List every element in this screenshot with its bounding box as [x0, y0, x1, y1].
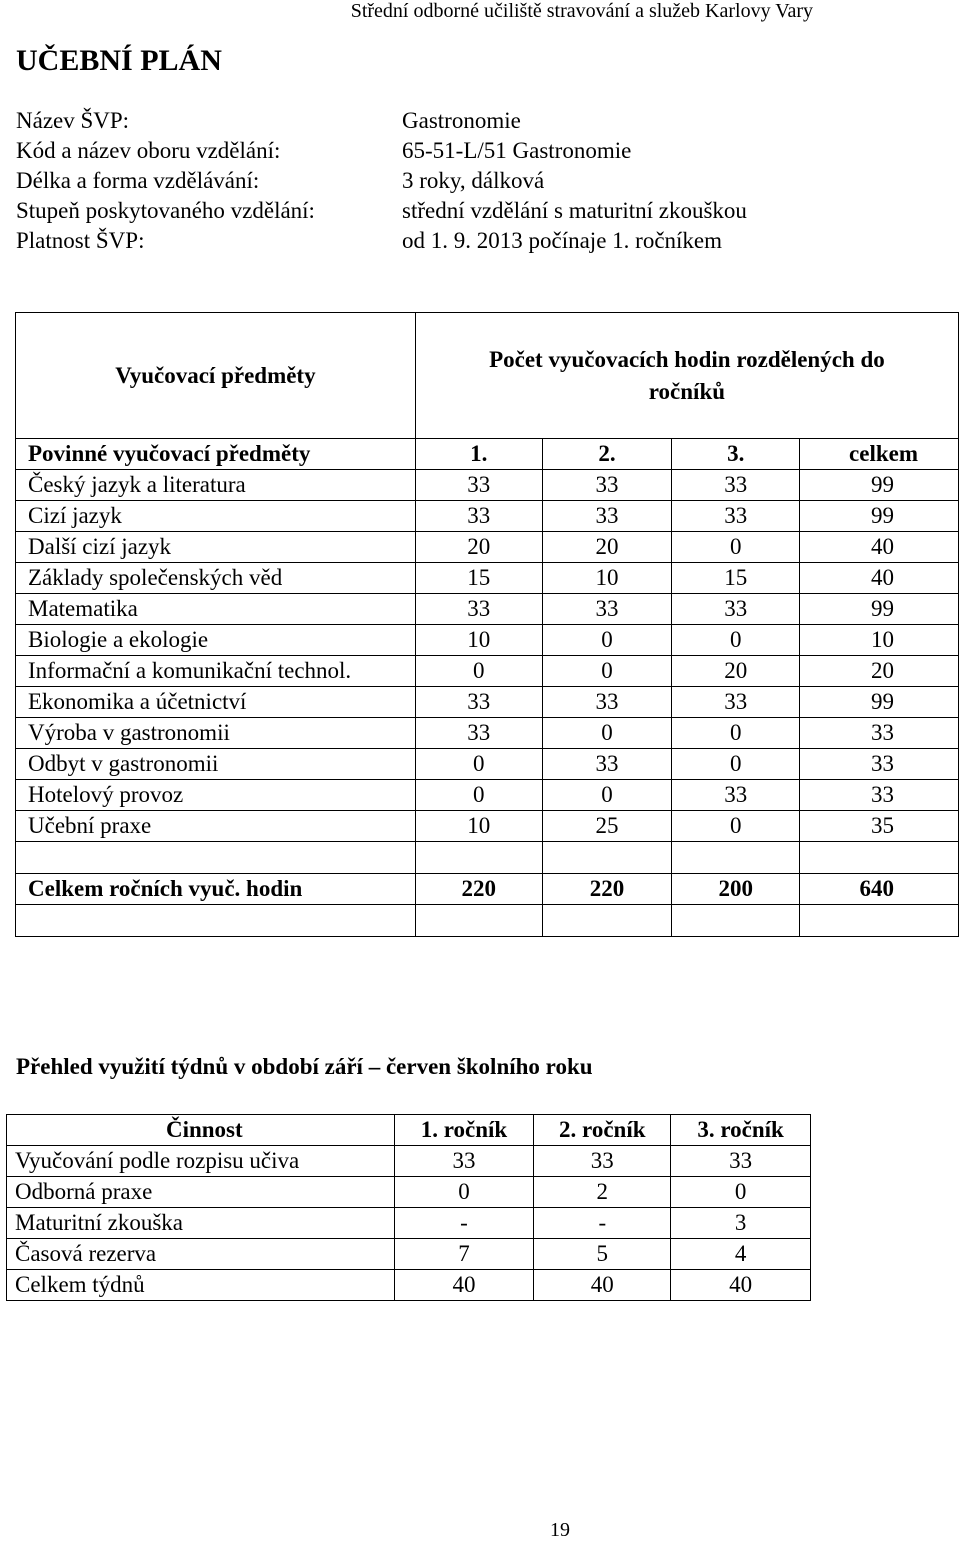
table-row	[16, 780, 959, 811]
info-row	[16, 226, 747, 256]
table-row	[7, 1208, 811, 1239]
year-1-weeks: 33	[394, 1146, 534, 1177]
year-1-hours: 0	[415, 749, 542, 780]
total-hours: 99	[800, 501, 959, 532]
year-2-hours: 10	[542, 563, 672, 594]
year-2-weeks: 5	[534, 1239, 671, 1270]
table-row	[16, 470, 959, 501]
year-2-weeks: 33	[534, 1146, 671, 1177]
year-3-hours: 33	[672, 780, 800, 811]
sum-row	[16, 874, 959, 905]
year-3-weeks: 4	[671, 1239, 811, 1270]
year-2-hours: 33	[542, 687, 672, 718]
activity-header: Činnost	[7, 1115, 395, 1146]
year-1-weeks: 40	[394, 1270, 534, 1301]
info-row	[16, 196, 747, 226]
activity-name: Celkem týdnů	[7, 1270, 395, 1301]
total-hours: 40	[800, 563, 959, 594]
table-header-row	[16, 313, 959, 439]
year-1-hours: 33	[415, 718, 542, 749]
year-2-hours: 0	[542, 718, 672, 749]
year-2-weeks: -	[534, 1208, 671, 1239]
total-hours: 33	[800, 749, 959, 780]
year-1-hours: 0	[415, 656, 542, 687]
year-1-hours: 15	[415, 563, 542, 594]
year-1-weeks: 0	[394, 1177, 534, 1208]
table-row	[16, 532, 959, 563]
blank-row	[16, 905, 959, 937]
table-row	[16, 594, 959, 625]
year-3-weeks: 3	[671, 1208, 811, 1239]
subject-name: Výroba v gastronomii	[16, 718, 416, 749]
year-1-header: 1.	[415, 439, 542, 470]
info-label: Platnost ŠVP:	[16, 228, 145, 253]
info-value: střední vzdělání s maturitní zkouškou	[402, 198, 747, 223]
year-3-hours: 33	[672, 594, 800, 625]
subject-name: Další cizí jazyk	[16, 532, 416, 563]
subject-name: Cizí jazyk	[16, 501, 416, 532]
year-3-hours: 0	[672, 532, 800, 563]
curriculum-table	[15, 312, 959, 937]
info-row	[16, 166, 747, 196]
table-row	[7, 1146, 811, 1177]
year-3-hours: 0	[672, 625, 800, 656]
sum-year-2: 220	[542, 874, 672, 905]
subject-name: Odbyt v gastronomii	[16, 749, 416, 780]
info-label: Délka a forma vzdělávání:	[16, 168, 260, 193]
year-2-hours: 0	[542, 625, 672, 656]
year-3-header: 3. ročník	[671, 1115, 811, 1146]
sum-total: 640	[800, 874, 959, 905]
subject-name: Informační a komunikační technol.	[16, 656, 416, 687]
year-2-hours: 33	[542, 594, 672, 625]
subject-name: Hotelový provoz	[16, 780, 416, 811]
group-header-row	[16, 439, 959, 470]
year-2-hours: 33	[542, 749, 672, 780]
year-2-hours: 25	[542, 811, 672, 842]
subject-name: Učební praxe	[16, 811, 416, 842]
table-row	[16, 811, 959, 842]
sum-label: Celkem ročních vyuč. hodin	[16, 874, 416, 905]
page-number: 19	[550, 1519, 570, 1541]
total-hours: 99	[800, 594, 959, 625]
year-1-hours: 33	[415, 470, 542, 501]
year-2-weeks: 40	[534, 1270, 671, 1301]
table-row	[7, 1177, 811, 1208]
table-row	[16, 687, 959, 718]
group-label: Povinné vyučovací předměty	[16, 439, 416, 470]
sum-year-1: 220	[415, 874, 542, 905]
info-value: od 1. 9. 2013 počínaje 1. ročníkem	[402, 228, 723, 253]
subject-name: Český jazyk a literatura	[16, 470, 416, 501]
total-hours: 33	[800, 718, 959, 749]
table-row	[16, 749, 959, 780]
info-label: Kód a název oboru vzdělání:	[16, 138, 281, 163]
year-2-header: 2. ročník	[534, 1115, 671, 1146]
year-3-hours: 33	[672, 470, 800, 501]
subject-name: Základy společenských věd	[16, 563, 416, 594]
info-label: Název ŠVP:	[16, 108, 130, 133]
year-2-header: 2.	[542, 439, 672, 470]
info-value: Gastronomie	[402, 108, 521, 133]
table-row	[16, 625, 959, 656]
year-1-hours: 33	[415, 501, 542, 532]
year-3-hours: 0	[672, 718, 800, 749]
year-3-hours: 0	[672, 749, 800, 780]
year-1-hours: 20	[415, 532, 542, 563]
hours-header: Počet vyučovacích hodin rozdělených do ročníků	[415, 313, 958, 439]
year-3-weeks: 0	[671, 1177, 811, 1208]
year-3-header: 3.	[672, 439, 800, 470]
info-value: 3 roky, dálková	[402, 168, 545, 193]
weeks-header-row	[7, 1115, 811, 1146]
document-title: UČEBNÍ PLÁN	[16, 44, 222, 77]
info-value: 65-51-L/51 Gastronomie	[402, 138, 632, 163]
subject-name: Matematika	[16, 594, 416, 625]
table-row	[16, 501, 959, 532]
year-1-hours: 33	[415, 687, 542, 718]
info-row	[16, 106, 747, 136]
weeks-title: Přehled využití týdnů v období září – červen školního roku	[16, 1054, 593, 1079]
year-2-hours: 33	[542, 501, 672, 532]
year-2-weeks: 2	[534, 1177, 671, 1208]
year-1-hours: 0	[415, 780, 542, 811]
year-1-hours: 10	[415, 811, 542, 842]
year-2-hours: 0	[542, 780, 672, 811]
year-1-header: 1. ročník	[394, 1115, 534, 1146]
total-hours: 40	[800, 532, 959, 563]
total-hours: 20	[800, 656, 959, 687]
total-hours: 33	[800, 780, 959, 811]
year-3-hours: 0	[672, 811, 800, 842]
subjects-header: Vyučovací předměty	[16, 313, 416, 439]
school-header: Střední odborné učiliště stravování a služeb Karlovy Vary	[350, 0, 813, 22]
activity-name: Maturitní zkouška	[7, 1208, 395, 1239]
year-2-hours: 0	[542, 656, 672, 687]
year-1-weeks: 7	[394, 1239, 534, 1270]
program-info	[16, 106, 747, 256]
table-row	[7, 1239, 811, 1270]
info-label: Stupeň poskytovaného vzdělání:	[16, 198, 315, 223]
total-hours: 10	[800, 625, 959, 656]
blank-row	[16, 842, 959, 874]
activity-name: Vyučování podle rozpisu učiva	[7, 1146, 395, 1177]
activity-name: Časová rezerva	[7, 1239, 395, 1270]
weeks-table	[6, 1114, 811, 1301]
year-2-hours: 20	[542, 532, 672, 563]
info-row	[16, 136, 747, 166]
sum-year-3: 200	[672, 874, 800, 905]
table-row	[7, 1270, 811, 1301]
table-row	[16, 563, 959, 594]
year-2-hours: 33	[542, 470, 672, 501]
table-row	[16, 656, 959, 687]
year-1-hours: 33	[415, 594, 542, 625]
total-header: celkem	[800, 439, 959, 470]
year-3-hours: 20	[672, 656, 800, 687]
total-hours: 35	[800, 811, 959, 842]
total-hours: 99	[800, 687, 959, 718]
year-3-weeks: 40	[671, 1270, 811, 1301]
subject-name: Ekonomika a účetnictví	[16, 687, 416, 718]
year-3-hours: 15	[672, 563, 800, 594]
year-3-hours: 33	[672, 501, 800, 532]
year-1-hours: 10	[415, 625, 542, 656]
year-3-weeks: 33	[671, 1146, 811, 1177]
activity-name: Odborná praxe	[7, 1177, 395, 1208]
total-hours: 99	[800, 470, 959, 501]
year-3-hours: 33	[672, 687, 800, 718]
table-row	[16, 718, 959, 749]
year-1-weeks: -	[394, 1208, 534, 1239]
subject-name: Biologie a ekologie	[16, 625, 416, 656]
